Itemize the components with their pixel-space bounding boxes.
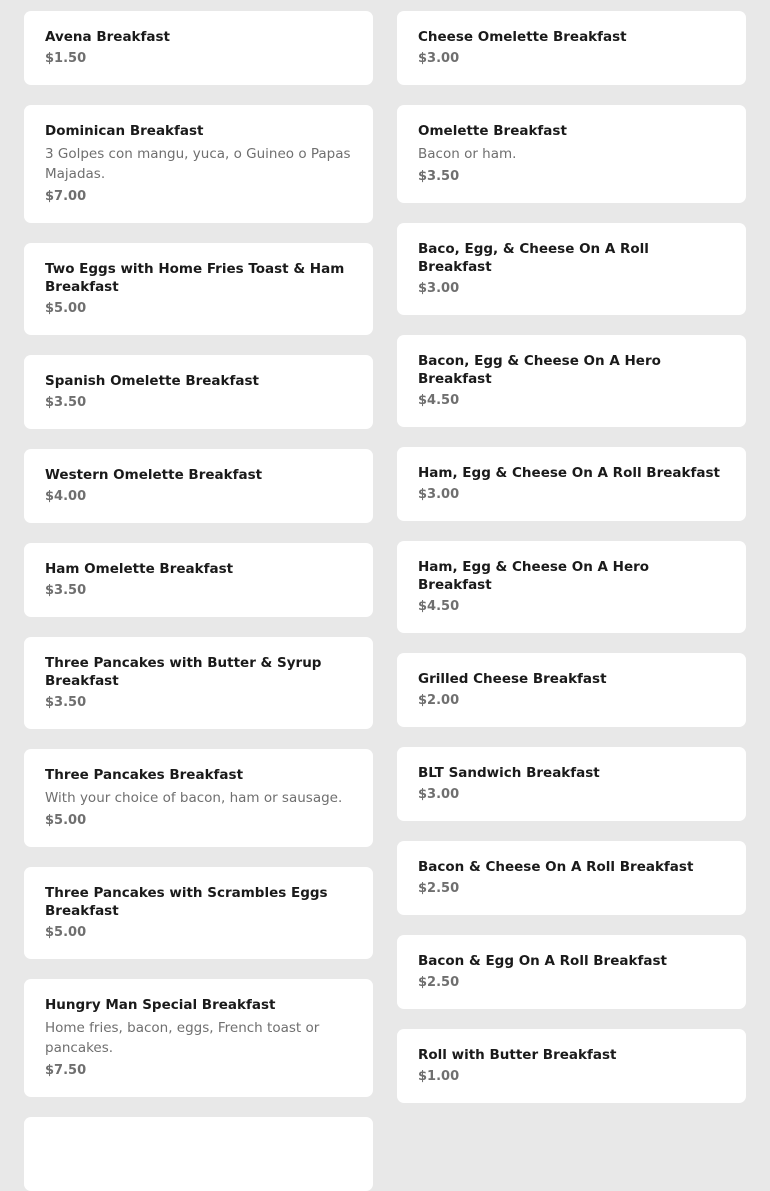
menu-item-card[interactable] — [397, 653, 746, 727]
menu-item-card[interactable] — [24, 749, 373, 847]
menu-item-price: $3.00 — [418, 787, 460, 802]
menu-item-name: Grilled Cheese Breakfast — [418, 671, 607, 687]
menu-item-description: Home fries, bacon, eggs, French toast or pancakes. — [45, 1020, 320, 1056]
menu-item-name: Bacon & Cheese On A Roll Breakfast — [418, 859, 694, 875]
menu-item-card[interactable] — [24, 11, 373, 85]
menu-item-name: Hungry Man Special Breakfast — [45, 997, 276, 1013]
menu-item-name: Western Omelette Breakfast — [45, 467, 263, 483]
menu-item-price: $3.50 — [45, 583, 87, 598]
menu-item-card-partial[interactable] — [24, 1117, 373, 1191]
menu-item-name: Dominican Breakfast — [45, 123, 204, 139]
menu-item-name: Avena Breakfast — [45, 29, 171, 45]
menu-item-price: $5.00 — [45, 813, 87, 828]
menu-item-name: Baco, Egg, & Cheese On A Roll Breakfast — [418, 241, 649, 275]
menu-item-price: $5.00 — [45, 301, 87, 316]
menu-item-name: Roll with Butter Breakfast — [418, 1047, 617, 1063]
menu-item-card[interactable] — [397, 1029, 746, 1103]
menu-item-name: Bacon, Egg & Cheese On A Hero Breakfast — [418, 353, 661, 387]
menu-item-name: Three Pancakes with Scrambles Eggs Breakfast — [45, 885, 328, 919]
menu-item-name: Three Pancakes Breakfast — [45, 767, 244, 783]
menu-item-card[interactable] — [397, 11, 746, 85]
menu-item-name — [45, 1134, 353, 1152]
menu-item-name: Bacon & Egg On A Roll Breakfast — [418, 953, 667, 969]
menu-item-card[interactable] — [24, 979, 373, 1097]
menu-item-description: 3 Golpes con mangu, yuca, o Guineo o Papas Majadas. — [45, 146, 351, 182]
menu-item-name: Ham Omelette Breakfast — [45, 561, 234, 577]
menu-item-name: Ham, Egg & Cheese On A Hero Breakfast — [418, 559, 650, 593]
menu-item-price: $2.00 — [418, 693, 460, 708]
menu-item-name: BLT Sandwich Breakfast — [418, 765, 600, 781]
menu-item-card[interactable] — [24, 637, 373, 729]
menu-item-card[interactable] — [397, 935, 746, 1009]
menu-item-description: With your choice of bacon, ham or sausage. — [45, 790, 343, 806]
menu-item-card[interactable] — [24, 449, 373, 523]
menu-item-price: $3.50 — [45, 695, 87, 710]
menu-item-card[interactable] — [397, 447, 746, 521]
menu-item-card[interactable] — [397, 105, 746, 203]
menu-item-price: $1.50 — [45, 51, 87, 66]
menu-item-name: Two Eggs with Home Fries Toast & Ham Breakfast — [45, 261, 345, 295]
menu-item-name: Three Pancakes with Butter & Syrup Breakfast — [45, 655, 322, 689]
menu-item-price: $5.00 — [45, 925, 87, 940]
menu-item-price: $3.00 — [418, 281, 460, 296]
menu-item-price: $4.00 — [45, 489, 87, 504]
menu-item-price: $2.50 — [418, 881, 460, 896]
menu-item-price: $3.50 — [418, 169, 460, 184]
menu-item-card[interactable] — [397, 747, 746, 821]
menu-item-name: Omelette Breakfast — [418, 123, 567, 139]
menu-item-card[interactable] — [397, 223, 746, 315]
menu-item-price — [45, 1156, 353, 1174]
menu-item-price: $2.50 — [418, 975, 460, 990]
menu-item-name: Spanish Omelette Breakfast — [45, 373, 259, 389]
menu-item-price: $4.50 — [418, 393, 460, 408]
menu-item-card[interactable] — [24, 355, 373, 429]
menu-item-price: $7.50 — [45, 1063, 87, 1078]
menu-item-price: $3.50 — [45, 395, 87, 410]
menu-item-card[interactable] — [24, 105, 373, 223]
menu-item-description: Bacon or ham. — [418, 146, 517, 162]
menu-item-price: $3.00 — [418, 51, 460, 66]
menu-item-name: Cheese Omelette Breakfast — [418, 29, 627, 45]
menu-item-price: $7.00 — [45, 189, 87, 204]
menu-item-name: Ham, Egg & Cheese On A Roll Breakfast — [418, 465, 720, 481]
menu-column-left — [24, 11, 373, 1191]
menu-item-price: $4.50 — [418, 599, 460, 614]
menu-item-card[interactable] — [397, 841, 746, 915]
menu-item-card[interactable] — [24, 543, 373, 617]
menu-item-price: $3.00 — [418, 487, 460, 502]
menu-item-card[interactable] — [24, 867, 373, 959]
menu-item-price: $1.00 — [418, 1069, 460, 1084]
menu-item-card[interactable] — [397, 541, 746, 633]
menu-item-card[interactable] — [397, 335, 746, 427]
menu-column-right — [397, 11, 746, 1103]
menu-item-card[interactable] — [24, 243, 373, 335]
